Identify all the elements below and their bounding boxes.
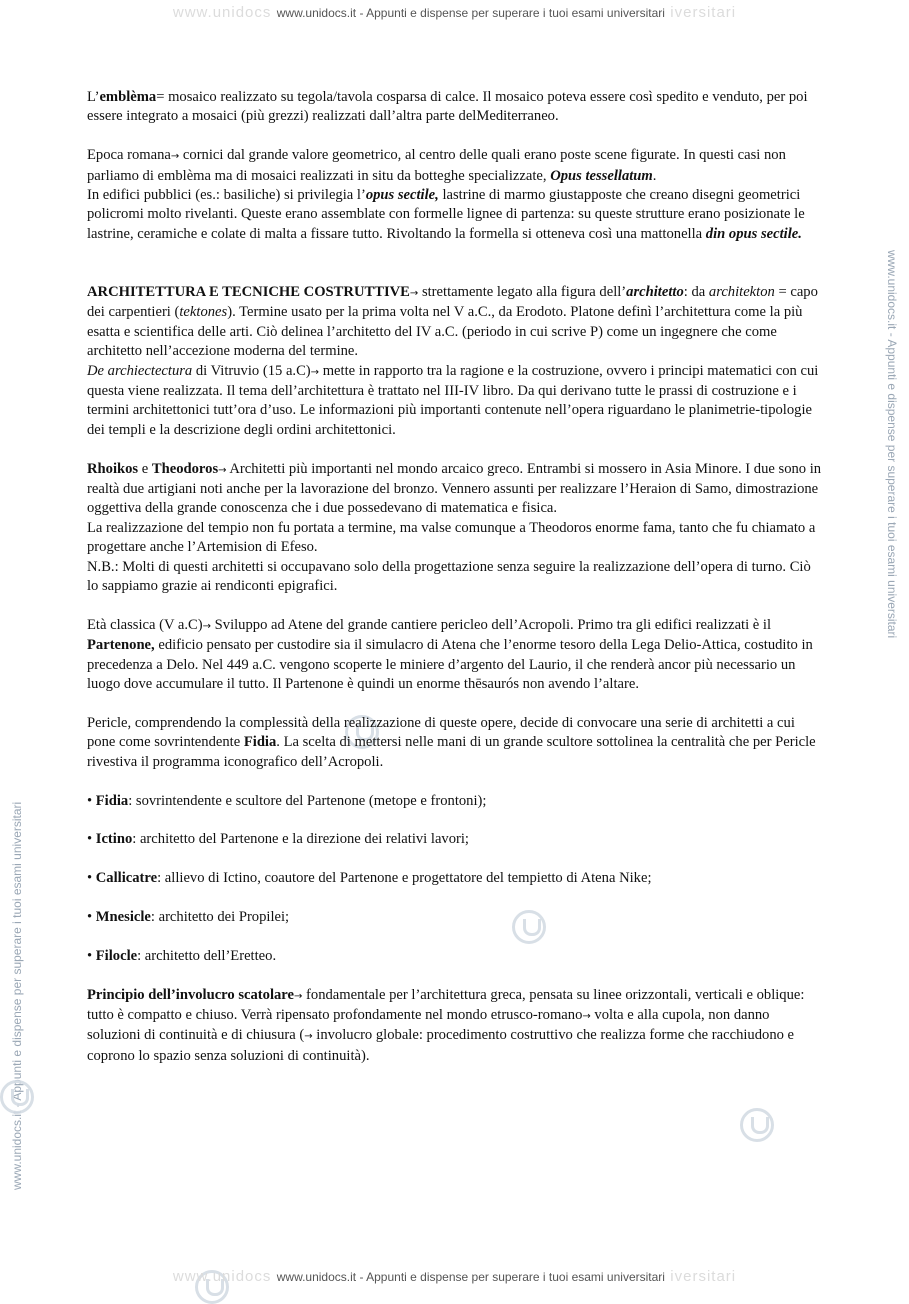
paragraph-epoca-romana: Epoca romana→ cornici dal grande valore geometrico, al centro delle quali erano poste scene figurate. In questi casi non parliamo di emblèma ma di mosaici realizzati in situ da botteghe specializzate, Opus tessellatum. <box>87 147 786 184</box>
watermark-footer: www.unidocs www.unidocs.it - Appunti e dispense per superare i tuoi esami universitari iversitari <box>172 1268 737 1285</box>
paragraph-eta-classica: Età classica (V a.C)→ Sviluppo ad Atene del grande cantiere pericleo dell’Acropoli. Primo tra gli edifici realizzati è il Partenone, edificio pensato per custodire sia il simulacro di Atena che l’enorme tesoro della Lega Delio-Attica, costudito in precedenza a Delo. Nel 449 a.C. vengono scoperte le miniere d’argento del Laurio, il che renderà ancor più necessario un luogo dove accumulare il tutto. Il Partenone è quindi un enorme thēsaurós non avendo l’altare. <box>87 616 813 693</box>
paragraph-opus-sectile: In edifici pubblici (es.: basiliche) si privilegia l’opus sectile, lastrine di marmo giustapposte che creano disegni geometrici policromi molto rivelanti. Queste erano assemblate con formelle lignee di partenza: su queste strutture erano posizionate le lastrine, ceramiche e colate di malta a fissare tutto. Rivoltando la formella si otteneva così una mattonella din opus sectile. <box>87 187 805 242</box>
watermark-text[interactable]: www.unidocs.it - Appunti e dispense per superare i tuoi esami universitari <box>276 6 665 20</box>
paragraph-rhoikos: Rhoikos e Theodoros→ Architetti più importanti nel mondo arcaico greco. Entrambi si mossero in Asia Minore. I due sono in realtà due artigiani noti anche per la lavorazione del bronzo. Vennero assunti per realizzare l’Heraion di Samo, dimostrazione oggettiva della grande conoscenza che i due possedevano di matematica e fisica. <box>87 460 822 517</box>
paragraph-theodoros: La realizzazione del tempio non fu portata a termine, ma valse comunque a Theodoros enorme fama, tanto che fu chiamato a progettare anche l’Artemision di Efeso. <box>87 519 816 556</box>
paragraph-vitruvio: De archiectectura di Vitruvio (15 a.C)→ mette in rapporto tra la ragione e la costruzione, ovvero i principi matematici con cui questa viene realizzata. Il tema dell’architettura è trattato nel III-IV libro. Da qui derivano tutte le prassi di costruzione e i termini architettonici tutt’ora d’uso. Le informazioni più importanti contenute nell’opera riguardano le planimetrie-tipologie dei templi e la descrizione degli ordini architettonici. <box>87 362 819 438</box>
list-item: • Ictino: architetto del Partenone e la direzione dei relativi lavori; <box>87 831 469 848</box>
paragraph-principio: Principio dell’involucro scatolare→ fondamentale per l’architettura greca, pensata su linee orizzontali, verticali e oblique: tutto è compatto e chiuso. Verrà ripensato profondamente nel mondo etrusco-romano→ volta e alla cupola, non danno soluzioni di continuità e di chiusura (→ involucro globale: procedimento costruttivo che realizza forme che racchiudono e coprono lo spazio senza soluzioni di continuità). <box>87 986 805 1064</box>
list-item: • Mnesicle: architetto dei Propilei; <box>87 908 290 925</box>
unidocs-logo-icon <box>0 1080 34 1114</box>
list-item: • Fidia: sovrintendente e scultore del Partenone (metope e frontoni); <box>87 792 487 809</box>
watermark-side-left: www.unidocs.it - Appunti e dispense per superare i tuoi esami universitari <box>10 801 24 1190</box>
unidocs-logo-icon <box>740 1108 774 1142</box>
paragraph-emblema: L’emblèma= mosaico realizzato su tegola/tavola cosparsa di calce. Il mosaico poteva essere così spedito e venduto, per poi essere integrato a mosaici (più grezzi) realizzati dall’altra parte delMediterraneo. <box>87 89 808 125</box>
watermark-text[interactable]: www.unidocs.it - Appunti e dispense per superare i tuoi esami universitari <box>276 1270 665 1284</box>
list-item: • Filocle: architetto dell’Eretteo. <box>87 947 277 964</box>
section-architettura: ARCHITETTURA E TECNICHE COSTRUTTIVE→ strettamente legato alla figura dell’architetto: da architekton = capo dei carpentieri (tektones). Termine usato per la prima volta nel V a.C., da Erodoto. Platone definì l’architettura come la più esatta e scientifica delle arti. Ciò delinea l’architetto del IV a.C. (periodo in cui scrive P) come un ingegnere che come architetto nell’accezione moderna del termine. <box>87 284 818 360</box>
list-item: • Callicatre: allievo di Ictino, coautore del Partenone e progettatore del tempietto di Atena Nike; <box>87 870 652 887</box>
document-body <box>87 88 823 1086</box>
paragraph-nota-bene: N.B.: Molti di questi architetti si occupavano solo della progettazione senza seguire la realizzazione dell’opera di turno. Ciò lo sappiamo grazie ai rendiconti epigrafici. <box>87 558 811 595</box>
watermark-header: www.unidocs www.unidocs.it - Appunti e dispense per superare i tuoi esami universitari iversitari <box>172 4 737 21</box>
section-title: ARCHITETTURA E TECNICHE COSTRUTTIVE <box>87 284 410 301</box>
paragraph-pericle: Pericle, comprendendo la complessità della realizzazione di queste opere, decide di convocare una serie di architetti a cui pone come sovrintendente Fidia. La scelta di mettersi nelle mani di un grande scultore sottolinea la centralità che per Pericle rivestiva il programma iconografico dell’Acropoli. <box>87 714 816 770</box>
watermark-side-right: www.unidocs.it - Appunti e dispense per superare i tuoi esami universitari <box>885 250 899 639</box>
